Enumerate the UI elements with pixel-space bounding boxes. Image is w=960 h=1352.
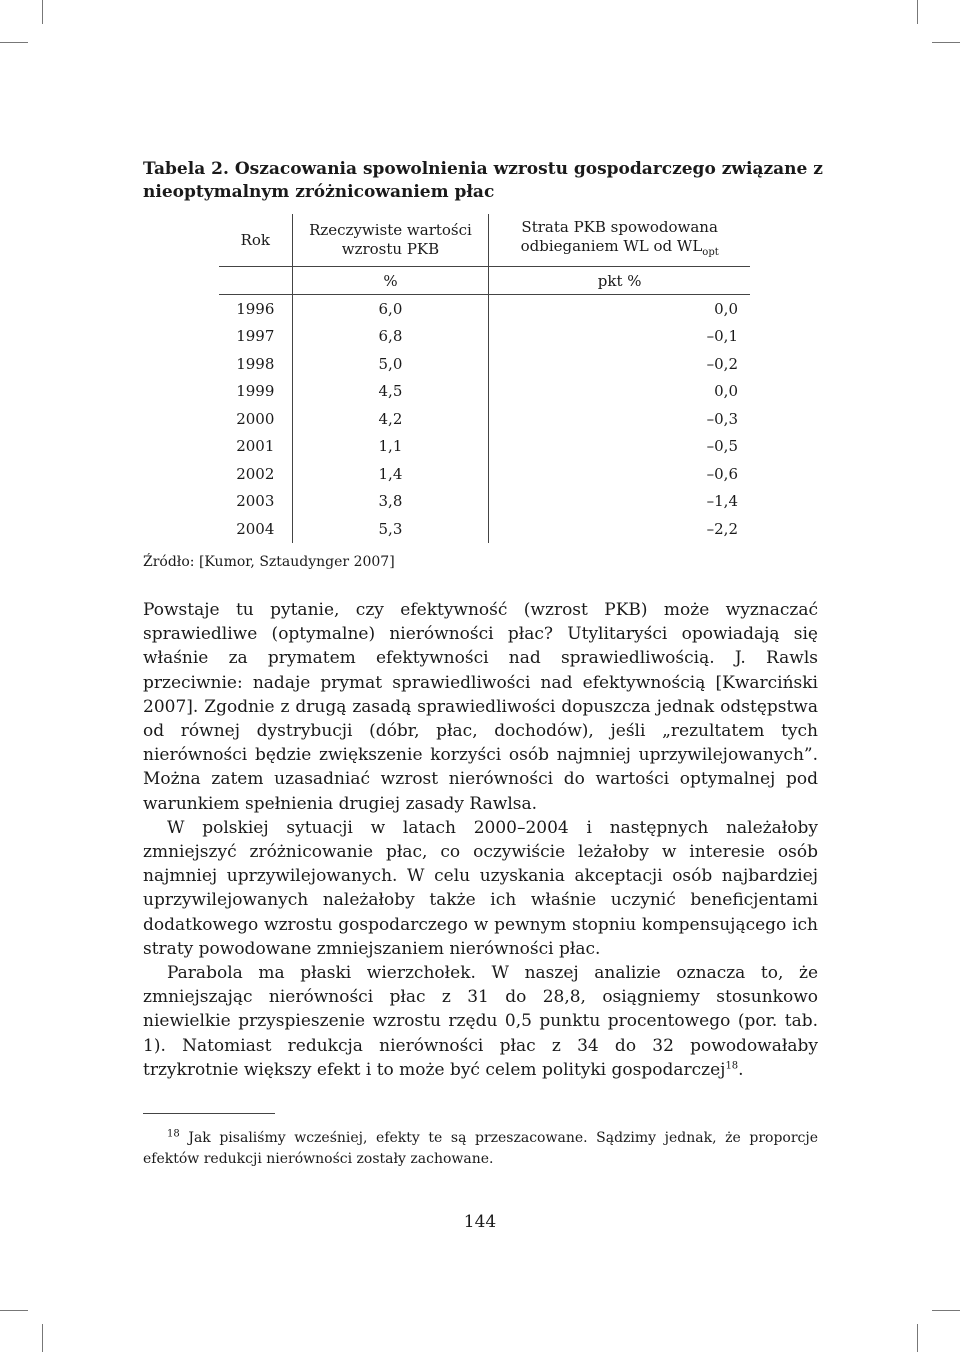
paragraph-with-footnote: Parabola ma płaski wierzchołek. W naszej analizie oznacza to, że zmniejszając nierówności płac z 31 do 28,8, osiągniemy stosunkowo niewielkie przyspieszenie wzrostu rzędu 0,5 punktu procentowego (por. tab. 1). Natomiast redukcja nierówności płac z 34 do 32 powodowałaby trzykrotnie większy efekt i to może być celem polityki gospodarczej$^{18}$. <box>143 963 818 1080</box>
data-table <box>219 214 750 543</box>
header-loss-subscript: opt <box>702 247 719 258</box>
crop-mark <box>42 1324 43 1352</box>
table-body <box>219 295 750 543</box>
crop-mark <box>932 42 960 43</box>
table-row <box>219 350 750 378</box>
header-growth <box>292 214 489 267</box>
cell-loss: –2,2 <box>706 519 738 538</box>
header-year: Rok <box>219 214 292 267</box>
table-row <box>219 460 750 488</box>
cell-growth: 6,0 <box>292 295 489 323</box>
cell-growth: 1,1 <box>292 433 489 461</box>
crop-mark <box>932 1310 960 1311</box>
footnote-text: Jak pisaliśmy wcześniej, efekty te są przeszacowane. Sądzimy jednak, że proporcje efektów redukcji nierówności zostały zachowane. <box>143 1130 819 1167</box>
cell-growth: 1,4 <box>292 460 489 488</box>
footnote-number: 18 <box>167 1128 180 1140</box>
cell-growth: 4,5 <box>292 378 489 406</box>
crop-mark <box>42 0 43 24</box>
table-caption <box>143 158 823 204</box>
cell-loss: –0,1 <box>706 327 738 346</box>
cell-year: 1998 <box>219 350 292 378</box>
paragraph-text: Parabola ma płaski wierzchołek. W naszej analizie oznacza to, że zmniejszając nierówności płac z 31 do 28,8, osiągniemy stosunkowo niewielkie przyspieszenie wzrostu rzędu 0,5 punktu procentowego (por. tab. 1). Natomiast redukcja nierówności płac z 34 do 32 powodowałaby trzykrotnie większy efekt i to może być celem polityki gospodarczej <box>143 963 818 1080</box>
footnote-rule <box>143 1113 275 1114</box>
cell-growth: 6,8 <box>292 323 489 351</box>
cell-year: 1996 <box>219 295 292 323</box>
cell-year: 2002 <box>219 460 292 488</box>
unit-loss: pkt % <box>489 267 750 295</box>
cell-loss: –0,6 <box>706 464 738 483</box>
crop-mark <box>0 42 28 43</box>
caption-title: Oszacowania spowolnienia wzrostu gospodarczego związane z nieoptymalnym zróżnicowaniem płac <box>143 159 823 202</box>
table-row <box>219 323 750 351</box>
header-loss <box>489 214 750 267</box>
cell-loss: –0,2 <box>706 354 738 373</box>
table-row <box>219 515 750 543</box>
crop-mark <box>917 1324 918 1352</box>
table-row <box>219 488 750 516</box>
unit-growth: % <box>292 267 489 295</box>
paragraph: W polskiej sytuacji w latach 2000–2004 i następnych należałoby zmniejszyć zróżnicowanie płac, co oczywiście leżałoby w interesie osób najmniej uprzywilejowanych. W celu uzyskania akceptacji osób najbardziej uprzywilejowanych należałoby także ich właśnie uczynić beneficjentami dodatkowego wzrostu gospodarczego w pewnym stopniu kompensującego ich straty powodowane zmniejszaniem nierówności płac. <box>143 817 818 959</box>
unit-year <box>219 267 292 295</box>
cell-growth: 3,8 <box>292 488 489 516</box>
cell-loss: –0,5 <box>706 437 738 456</box>
table-row <box>219 405 750 433</box>
cell-year: 1999 <box>219 378 292 406</box>
cell-year: 2004 <box>219 515 292 543</box>
crop-mark <box>0 1310 28 1311</box>
cell-year: 2001 <box>219 433 292 461</box>
page-number: 144 <box>463 1212 497 1232</box>
table-header-row <box>219 214 750 267</box>
table-row <box>219 378 750 406</box>
cell-growth: 5,3 <box>292 515 489 543</box>
table-source: Źródło: [Kumor, Sztaudynger 2007] <box>143 554 395 570</box>
paragraph: Powstaje tu pytanie, czy efektywność (wzrost PKB) może wyznaczać sprawiedliwe (optymalne) nierówności płac? Utylitaryści opowiadają się właśnie za prymatem efektywności nad sprawiedliwością. J. Rawls przeciwnie: nadaje prymat sprawiedliwości nad efektywnością [Kwarciński 2007]. Zgodnie z drugą zasadą sprawiedliwości dopuszcza jednak odstępstwa od równej dystrybucji (dóbr, płac, dochodów), jeśli „rezultatem tych nierówności będzie zwiększenie korzyści osób najmniej uprzywilejowanych”. Można zatem uzasadniać wzrost nierówności do wartości optymalnej pod warunkiem spełnienia drugiej zasady Rawlsa. <box>143 600 818 814</box>
caption-label: Tabela 2. <box>143 159 229 179</box>
cell-growth: 4,2 <box>292 405 489 433</box>
footnote <box>143 1128 818 1170</box>
cell-year: 1997 <box>219 323 292 351</box>
table-row <box>219 433 750 461</box>
cell-loss: 0,0 <box>714 382 738 401</box>
cell-loss: –1,4 <box>706 492 738 511</box>
footnote-reference: 18 <box>725 1060 739 1072</box>
table-row <box>219 295 750 323</box>
cell-year: 2003 <box>219 488 292 516</box>
body-text <box>143 598 818 1082</box>
header-growth-text: Rzeczywiste wartości wzrostu PKB <box>309 221 472 258</box>
cell-loss: 0,0 <box>714 299 738 318</box>
crop-mark <box>917 0 918 24</box>
cell-year: 2000 <box>219 405 292 433</box>
cell-loss: –0,3 <box>706 409 738 428</box>
cell-growth: 5,0 <box>292 350 489 378</box>
header-loss-text: Strata PKB spowodowana odbieganiem WL od WL <box>520 218 718 255</box>
table-units-row <box>219 267 750 295</box>
